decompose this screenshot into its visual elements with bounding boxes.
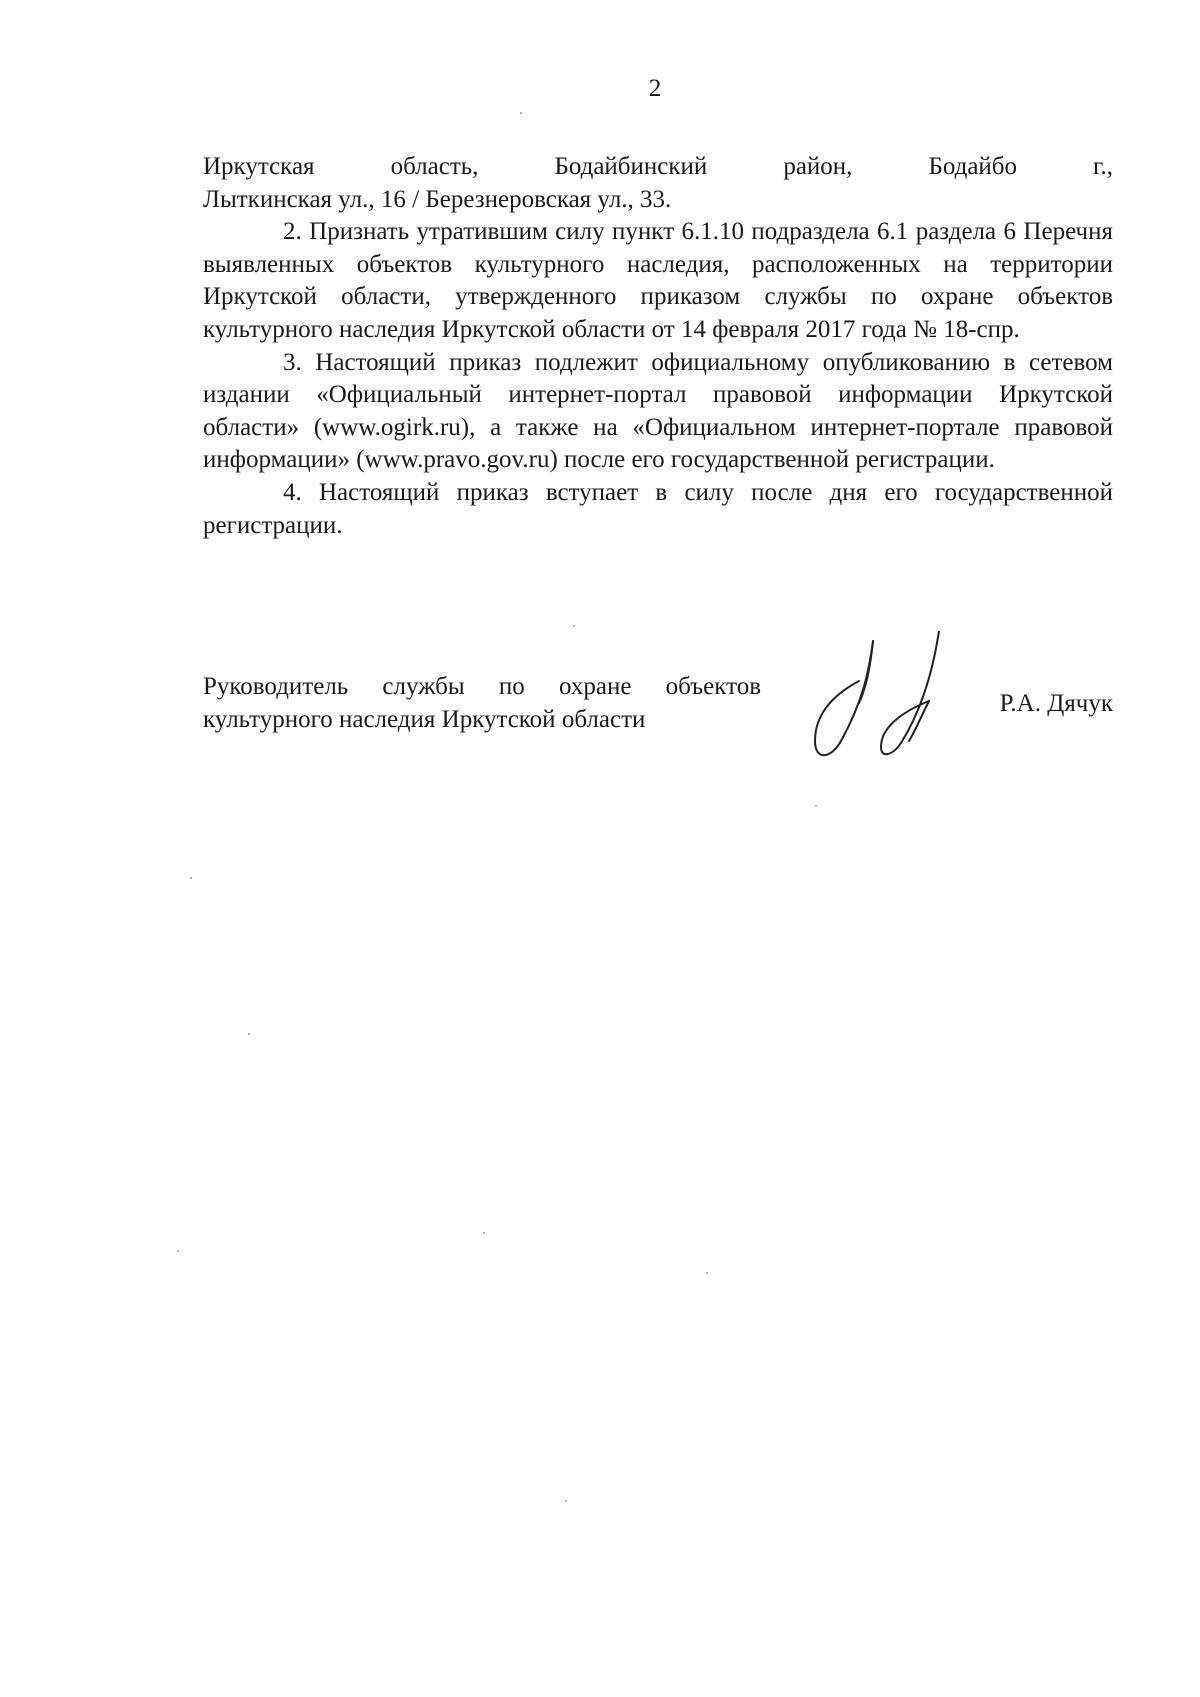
- document-body: [203, 151, 1113, 542]
- address-line-2: Лыткинская ул., 16 / Березнеровская ул., 33.: [203, 185, 672, 213]
- signatory-title-line-1: Руководитель службы по охране объектов: [203, 673, 761, 700]
- signatory-title-line-2: культурного наследия Иркутской области: [203, 705, 646, 733]
- paragraph-3: 3. Настоящий приказ подлежит официальному опубликованию в сетевом издании «Официальный интернет-портал правовой информации Иркутской области» (www.ogirk.ru), а также на «Официальном интернет-портале правовой информации» (www.pravo.gov.ru) после его государственной регистрации.: [203, 348, 1113, 474]
- paragraph-4: 4. Настоящий приказ вступает в силу после дня его государственной регистрации.: [203, 478, 1113, 539]
- page-number: 2: [648, 75, 662, 102]
- handwritten-signature: [801, 631, 981, 771]
- address-line-1: Иркутская область, Бодайбинский район, Бодайбо г.,: [203, 153, 1113, 180]
- paragraph-2: 2. Признать утратившим силу пункт 6.1.10 подраздела 6.1 раздела 6 Перечня выявленных объектов культурного наследия, расположенных на территории Иркутской области, утвержденного приказом службы по охране объектов культурного наследия Иркутской области от 14 февраля 2017 года № 18-спр.: [203, 218, 1113, 343]
- signatory-title: [203, 671, 761, 736]
- signatory-name: Р.А. Дячук: [999, 690, 1113, 717]
- signature-block: [203, 671, 1113, 801]
